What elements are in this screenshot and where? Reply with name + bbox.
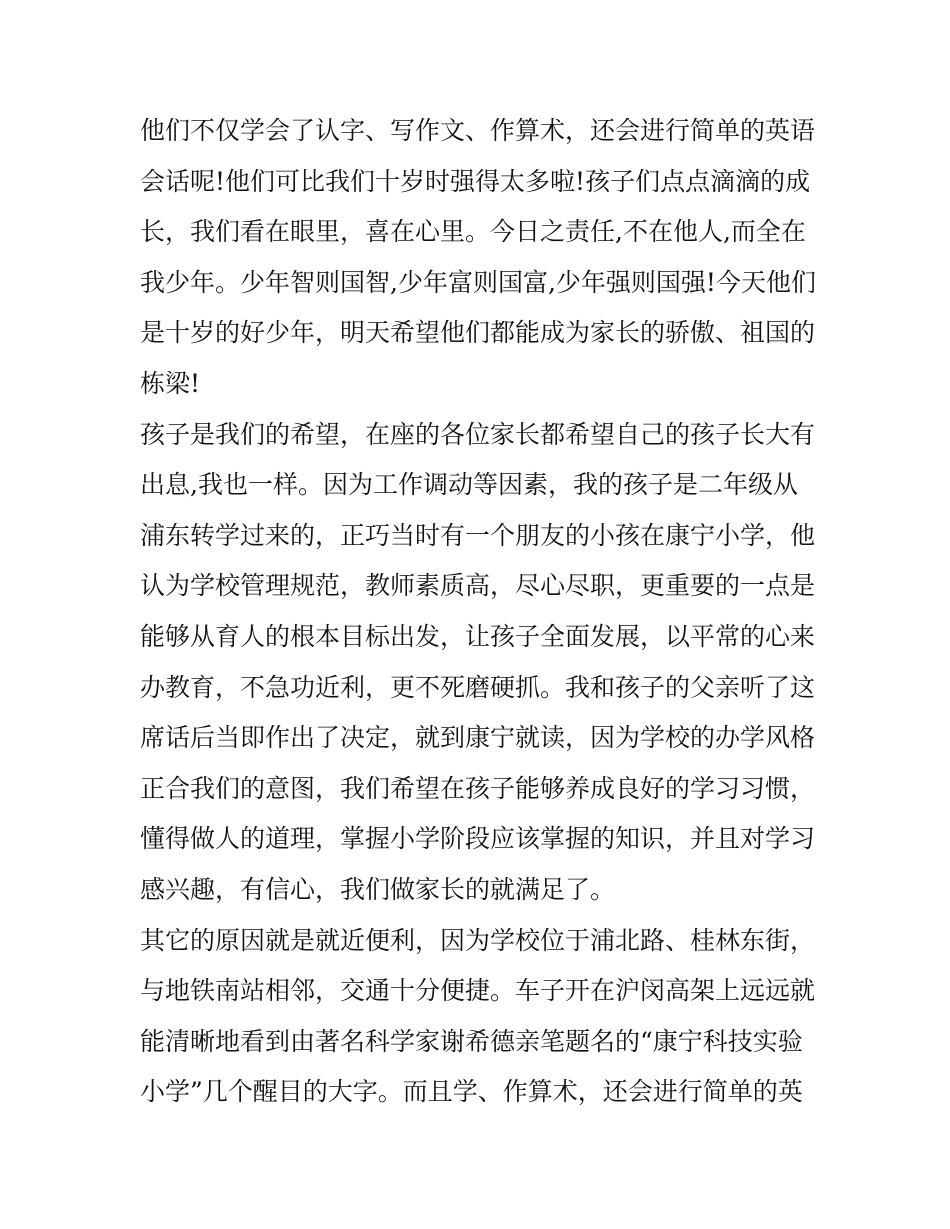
text-line: 是十岁的好少年，明天希望他们都能成为家长的骄傲、祖国的 — [140, 318, 816, 348]
text-line: 其它的原因就是就近便利，因为学校位于浦北路、桂林东街， — [140, 925, 816, 955]
text-line: 会话呢!他们可比我们十岁时强得太多啦!孩子们点点滴滴的成 — [140, 166, 811, 196]
text-line: 出息,我也一样。因为工作调动等因素，我的孩子是二年级从 — [140, 470, 798, 500]
text-line: 与地铁南站相邻，交通十分便捷。车子开在沪闵高架上远远就 — [140, 976, 816, 1006]
text-line: 小学”几个醒目的大字。而且学、作算术，还会进行简单的英 — [140, 1077, 803, 1107]
text-line: 栋梁! — [140, 368, 201, 398]
text-line: 办教育，不急功近利，更不死磨硬抓。我和孩子的父亲听了这 — [140, 672, 816, 702]
text-line: 认为学校管理规范，教师素质高，尽心尽职，更重要的一点是 — [140, 571, 816, 601]
text-line: 长，我们看在眼里，喜在心里。今日之责任,不在他人,而全在 — [140, 217, 806, 247]
text-line: 正合我们的意图，我们希望在孩子能够养成良好的学习习惯， — [140, 773, 816, 803]
text-line: 能清晰地看到由著名科学家谢希德亲笔题名的“康宁科技实验 — [140, 1026, 803, 1056]
text-line: 他们不仅学会了认字、写作文、作算术，还会进行简单的英语 — [140, 116, 816, 145]
text-line: 能够从育人的根本目标出发，让孩子全面发展，以平常的心来 — [140, 621, 816, 651]
text-line: 浦东转学过来的，正巧当时有一个朋友的小孩在康宁小学，他 — [140, 520, 816, 550]
body-text — [140, 106, 820, 1118]
text-line: 感兴趣，有信心，我们做家长的就满足了。 — [140, 874, 616, 904]
text-line: 我少年。少年智则国智,少年富则国富,少年强则国强!今天他们 — [140, 267, 816, 297]
text-line: 席话后当即作出了决定，就到康宁就读，因为学校的办学风格 — [140, 723, 816, 753]
text-line: 孩子是我们的希望，在座的各位家长都希望自己的孩子长大有 — [140, 419, 816, 449]
text-line: 懂得做人的道理，掌握小学阶段应该掌握的知识，并且对学习 — [140, 824, 816, 854]
